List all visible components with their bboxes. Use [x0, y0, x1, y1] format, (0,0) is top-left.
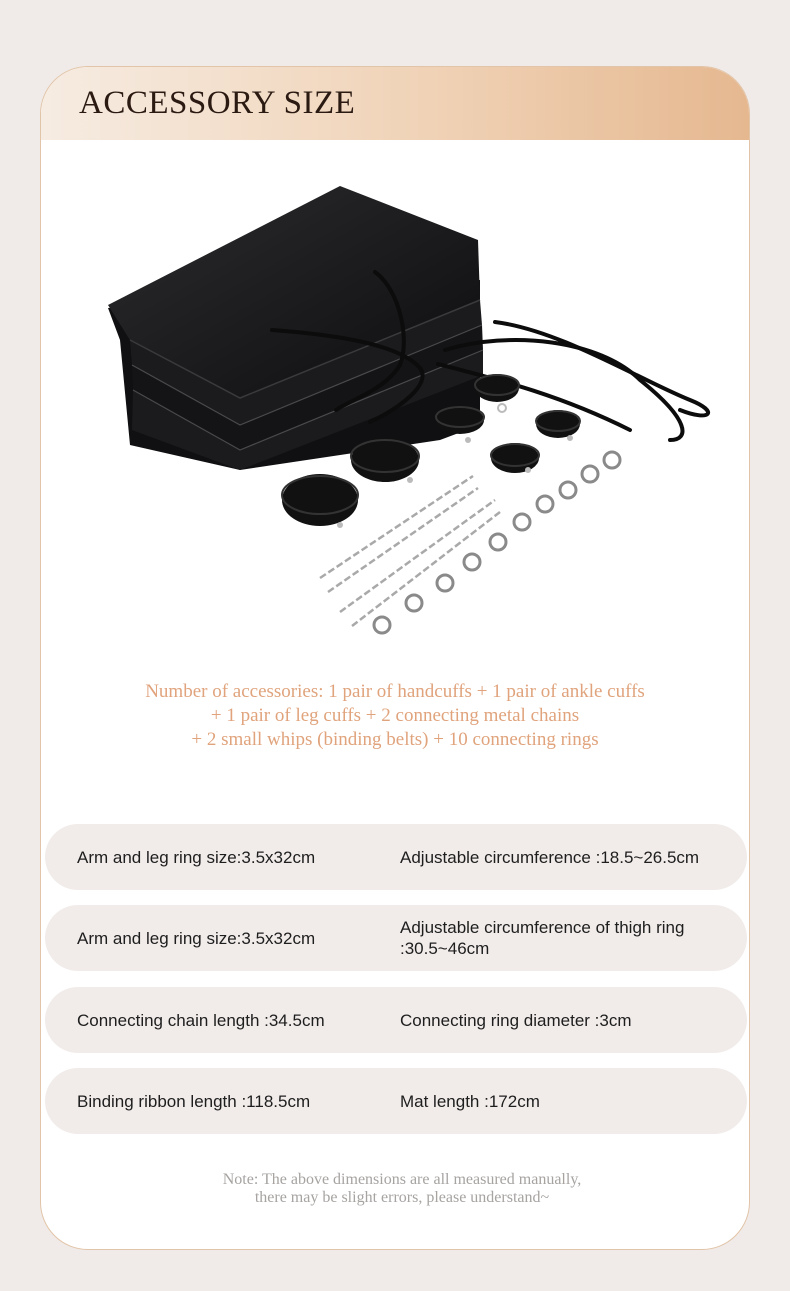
description-line: Number of accessories: 1 pair of handcuffs + 1 pair of ankle cuffs — [145, 681, 645, 702]
cuff — [351, 438, 419, 483]
spec-row — [45, 824, 747, 890]
accessories-description — [40, 680, 750, 752]
description-line: + 1 pair of leg cuffs + 2 connecting metal chains — [210, 705, 580, 726]
spec-left: Binding ribbon length :118.5cm — [77, 1091, 311, 1111]
header-banner — [41, 67, 749, 140]
spec-right: Connecting ring diameter :3cm — [400, 1010, 632, 1030]
description-line: + 2 small whips (binding belts) + 10 connecting rings — [191, 729, 599, 750]
product-photo — [40, 140, 750, 660]
cuff — [282, 474, 358, 528]
note-line: there may be slight errors, please understand~ — [254, 1189, 550, 1206]
spec-row — [45, 905, 747, 971]
note-line: Note: The above dimensions are all measured manually, — [222, 1171, 582, 1188]
cuff — [491, 443, 539, 473]
spec-row — [45, 1068, 747, 1134]
spec-right: Adjustable circumference of thigh ring :30.5~46cm — [400, 918, 685, 958]
spec-left: Arm and leg ring size:3.5x32cm — [77, 928, 316, 948]
spec-left: Arm and leg ring size:3.5x32cm — [77, 847, 316, 867]
folded-mat — [108, 186, 483, 470]
page-title: ACCESSORY SIZE — [79, 85, 356, 121]
spec-left: Connecting chain length :34.5cm — [77, 1010, 325, 1030]
spec-row — [45, 987, 747, 1053]
cuff — [475, 374, 519, 412]
measurement-note — [40, 1171, 764, 1207]
cuff — [536, 410, 580, 441]
spec-right: Mat length :172cm — [400, 1091, 540, 1111]
spec-right: Adjustable circumference :18.5~26.5cm — [400, 847, 700, 867]
